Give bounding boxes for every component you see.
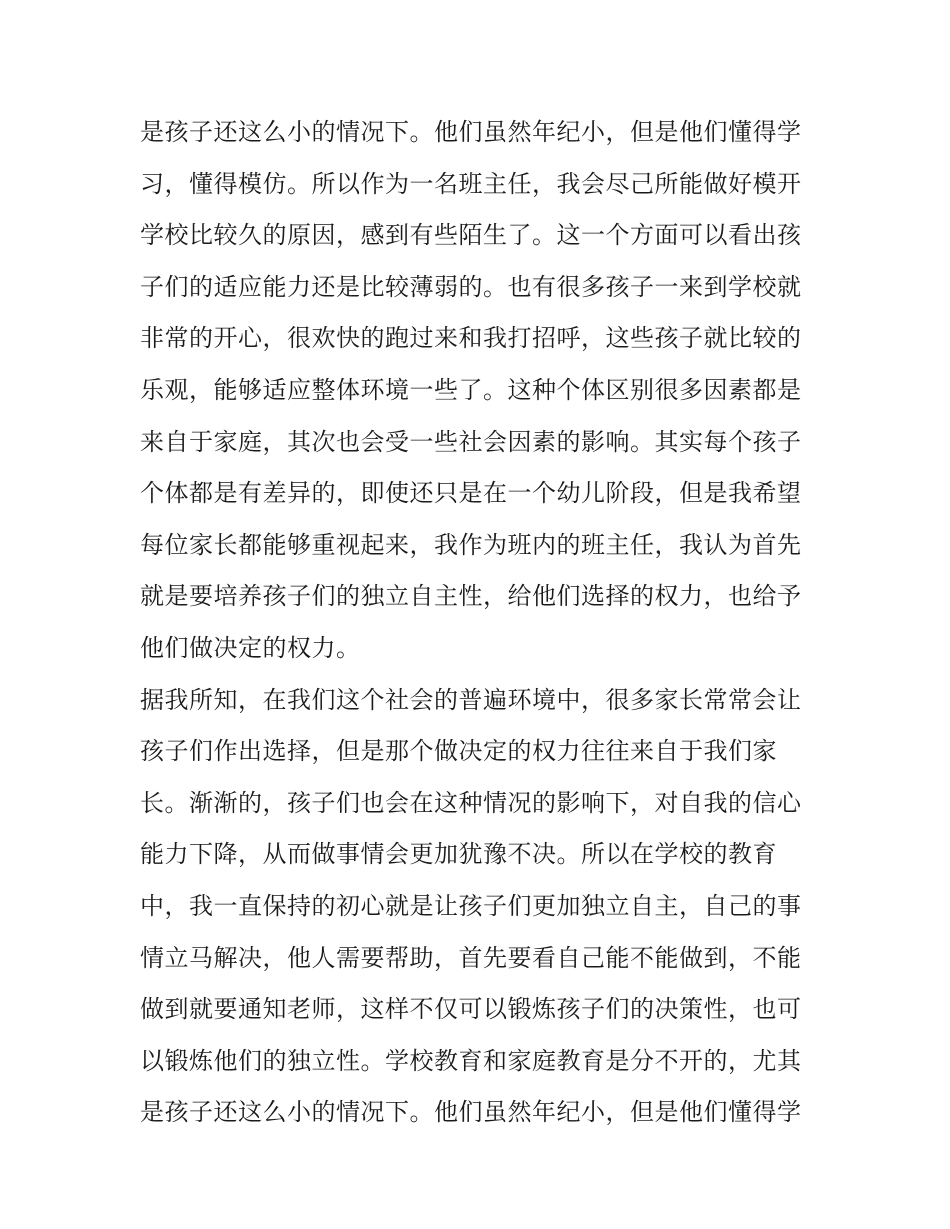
text-line: 他们做决定的权力。 [140, 633, 361, 662]
text-line: 是孩子还这么小的情况下。他们虽然年纪小，但是他们懂得学 [140, 1098, 802, 1127]
text-line: 中，我一直保持的初心就是让孩子们更加独立自主，自己的事 [140, 891, 802, 920]
text-line: 能力下降，从而做事情会更加犹豫不决。所以在学校的教育 [140, 840, 777, 869]
text-line: 情立马解决，他人需要帮助，首先要看自己能不能做到，不能 [140, 943, 802, 972]
body-text [140, 107, 820, 1139]
text-line: 子们的适应能力还是比较薄弱的。也有很多孩子一来到学校就 [140, 272, 802, 301]
text-line: 长。渐渐的，孩子们也会在这种情况的影响下，对自我的信心 [140, 788, 802, 817]
text-line: 学校比较久的原因，感到有些陌生了。这一个方面可以看出孩 [140, 221, 802, 250]
text-line: 非常的开心，很欢快的跑过来和我打招呼，这些孩子就比较的 [140, 324, 802, 353]
text-line: 是孩子还这么小的情况下。他们虽然年纪小，但是他们懂得学 [140, 118, 802, 146]
text-line: 孩子们作出选择，但是那个做决定的权力往往来自于我们家 [140, 737, 777, 766]
text-line: 习，懂得模仿。所以作为一名班主任，我会尽己所能做好模开 [140, 169, 802, 198]
text-line: 乐观，能够适应整体环境一些了。这种个体区别很多因素都是 [140, 375, 802, 404]
text-line: 来自于家庭，其次也会受一些社会因素的影响。其实每个孩子 [140, 427, 802, 456]
text-line: 个体都是有差异的，即使还只是在一个幼儿阶段，但是我希望 [140, 479, 802, 508]
text-line: 据我所知，在我们这个社会的普遍环境中，很多家长常常会让 [140, 685, 802, 714]
text-line: 做到就要通知老师，这样不仅可以锻炼孩子们的决策性，也可 [140, 995, 802, 1024]
text-line: 就是要培养孩子们的独立自主性，给他们选择的权力，也给予 [140, 582, 802, 611]
text-line: 每位家长都能够重视起来，我作为班内的班主任，我认为首先 [140, 530, 802, 559]
text-line: 以锻炼他们的独立性。学校教育和家庭教育是分不开的，尤其 [140, 1046, 802, 1075]
